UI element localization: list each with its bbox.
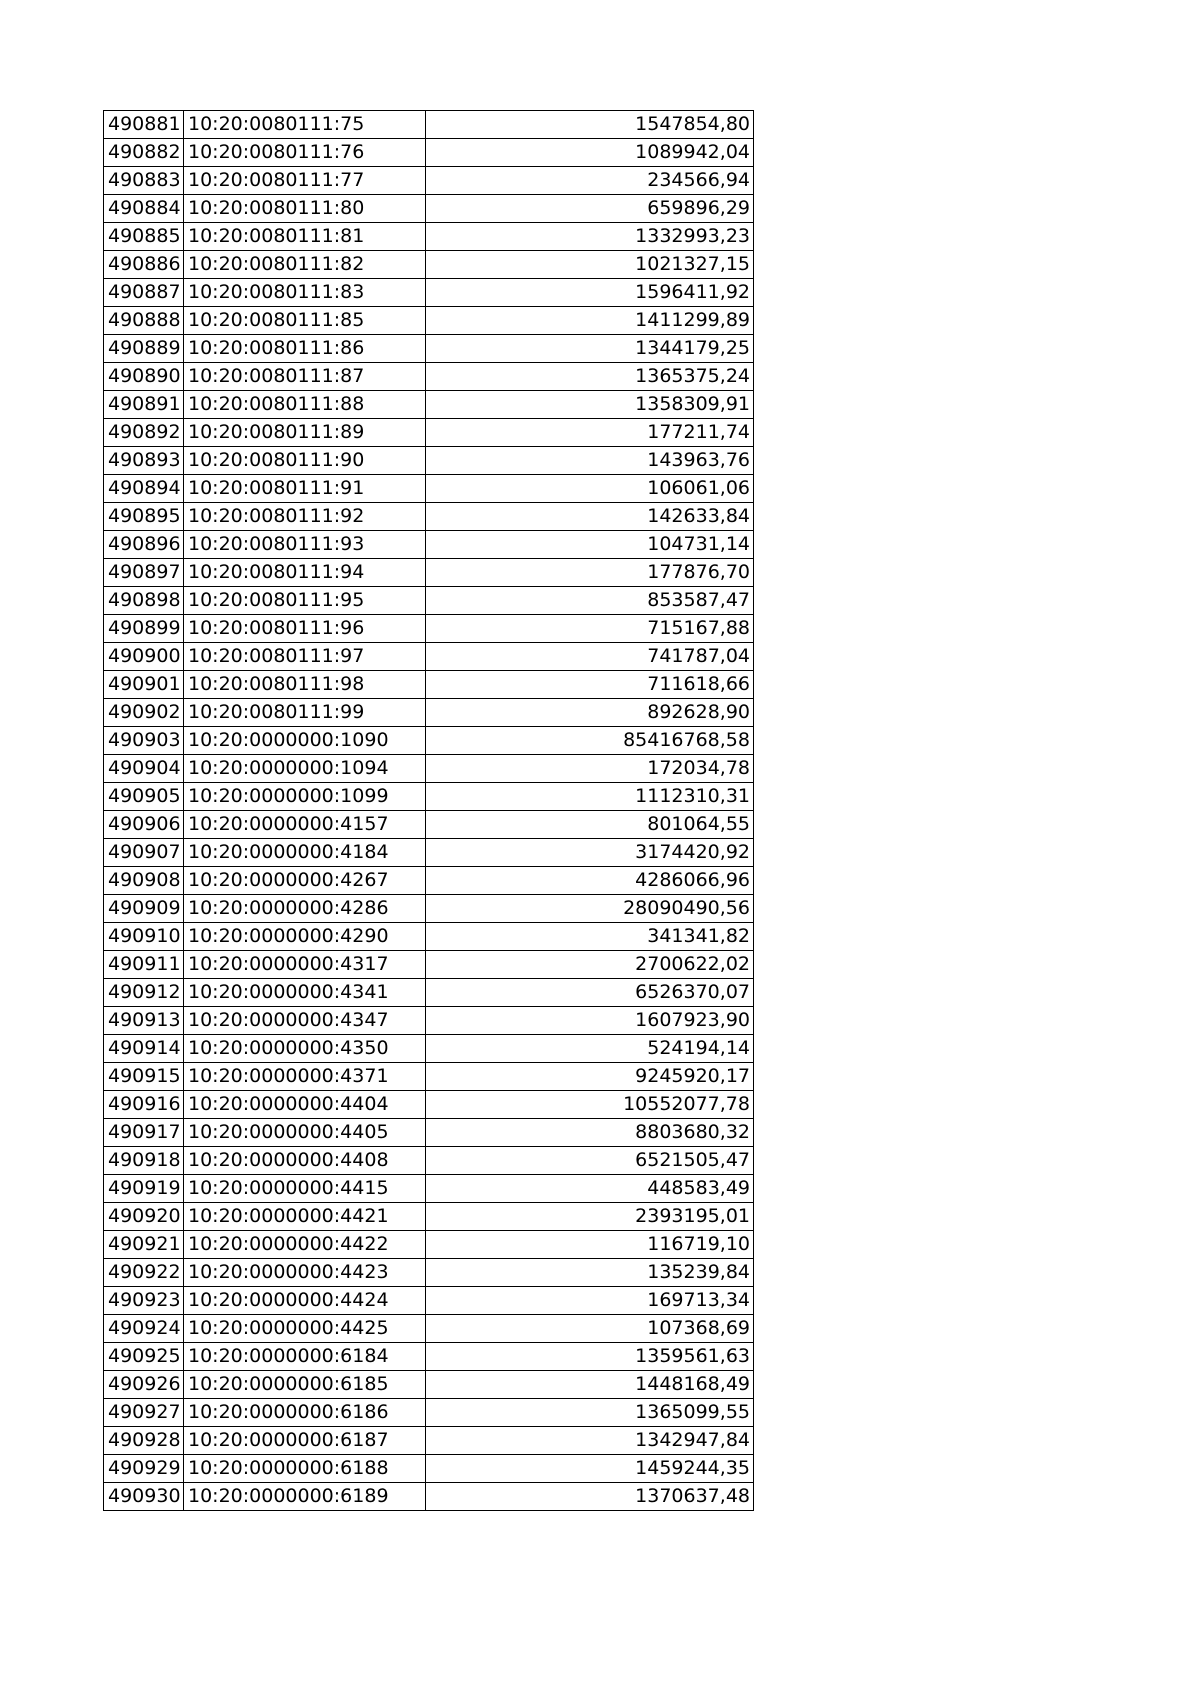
value-cell: 659896,29 bbox=[426, 195, 754, 223]
cadastral-number-cell: 10:20:0000000:6186 bbox=[184, 1399, 426, 1427]
table-row bbox=[104, 1231, 754, 1259]
table-row bbox=[104, 223, 754, 251]
value-cell: 1448168,49 bbox=[426, 1371, 754, 1399]
table-row bbox=[104, 1287, 754, 1315]
row-number-cell: 490915 bbox=[104, 1063, 184, 1091]
row-number-cell: 490894 bbox=[104, 475, 184, 503]
table-row bbox=[104, 1343, 754, 1371]
table-row bbox=[104, 587, 754, 615]
row-number-cell: 490907 bbox=[104, 839, 184, 867]
cadastral-number-cell: 10:20:0000000:4286 bbox=[184, 895, 426, 923]
table-row bbox=[104, 559, 754, 587]
row-number-cell: 490908 bbox=[104, 867, 184, 895]
cadastral-number-cell: 10:20:0080111:75 bbox=[184, 111, 426, 139]
row-number-cell: 490925 bbox=[104, 1343, 184, 1371]
table-row bbox=[104, 699, 754, 727]
row-number-cell: 490900 bbox=[104, 643, 184, 671]
table-row bbox=[104, 139, 754, 167]
table-row bbox=[104, 279, 754, 307]
value-cell: 1370637,48 bbox=[426, 1483, 754, 1511]
value-cell: 142633,84 bbox=[426, 503, 754, 531]
row-number-cell: 490921 bbox=[104, 1231, 184, 1259]
table-row bbox=[104, 1315, 754, 1343]
value-cell: 107368,69 bbox=[426, 1315, 754, 1343]
cadastral-number-cell: 10:20:0000000:4290 bbox=[184, 923, 426, 951]
value-cell: 135239,84 bbox=[426, 1259, 754, 1287]
value-cell: 1365375,24 bbox=[426, 363, 754, 391]
row-number-cell: 490890 bbox=[104, 363, 184, 391]
value-cell: 1089942,04 bbox=[426, 139, 754, 167]
table-row bbox=[104, 1455, 754, 1483]
row-number-cell: 490906 bbox=[104, 811, 184, 839]
cadastral-number-cell: 10:20:0080111:77 bbox=[184, 167, 426, 195]
row-number-cell: 490912 bbox=[104, 979, 184, 1007]
cadastral-number-cell: 10:20:0080111:93 bbox=[184, 531, 426, 559]
value-cell: 8803680,32 bbox=[426, 1119, 754, 1147]
cadastral-number-cell: 10:20:0080111:86 bbox=[184, 335, 426, 363]
value-cell: 28090490,56 bbox=[426, 895, 754, 923]
table-row bbox=[104, 643, 754, 671]
table-row bbox=[104, 839, 754, 867]
row-number-cell: 490886 bbox=[104, 251, 184, 279]
cadastral-number-cell: 10:20:0000000:6187 bbox=[184, 1427, 426, 1455]
cadastral-number-cell: 10:20:0000000:4415 bbox=[184, 1175, 426, 1203]
cadastral-number-cell: 10:20:0000000:4350 bbox=[184, 1035, 426, 1063]
table-row bbox=[104, 615, 754, 643]
table-row bbox=[104, 1399, 754, 1427]
value-cell: 1411299,89 bbox=[426, 307, 754, 335]
row-number-cell: 490905 bbox=[104, 783, 184, 811]
row-number-cell: 490930 bbox=[104, 1483, 184, 1511]
value-cell: 10552077,78 bbox=[426, 1091, 754, 1119]
value-cell: 1021327,15 bbox=[426, 251, 754, 279]
value-cell: 172034,78 bbox=[426, 755, 754, 783]
table-row bbox=[104, 811, 754, 839]
table-row bbox=[104, 1063, 754, 1091]
value-cell: 104731,14 bbox=[426, 531, 754, 559]
table-row bbox=[104, 755, 754, 783]
cadastral-number-cell: 10:20:0080111:82 bbox=[184, 251, 426, 279]
value-cell: 711618,66 bbox=[426, 671, 754, 699]
cadastral-number-cell: 10:20:0000000:4421 bbox=[184, 1203, 426, 1231]
value-cell: 524194,14 bbox=[426, 1035, 754, 1063]
value-cell: 892628,90 bbox=[426, 699, 754, 727]
value-cell: 2393195,01 bbox=[426, 1203, 754, 1231]
table-body bbox=[104, 111, 754, 1511]
cadastral-number-cell: 10:20:0000000:6185 bbox=[184, 1371, 426, 1399]
row-number-cell: 490913 bbox=[104, 1007, 184, 1035]
cadastral-number-cell: 10:20:0000000:4405 bbox=[184, 1119, 426, 1147]
row-number-cell: 490904 bbox=[104, 755, 184, 783]
value-cell: 116719,10 bbox=[426, 1231, 754, 1259]
cadastral-number-cell: 10:20:0000000:4425 bbox=[184, 1315, 426, 1343]
row-number-cell: 490899 bbox=[104, 615, 184, 643]
table-row bbox=[104, 1035, 754, 1063]
value-cell: 715167,88 bbox=[426, 615, 754, 643]
value-cell: 448583,49 bbox=[426, 1175, 754, 1203]
table-row bbox=[104, 167, 754, 195]
cadastral-number-cell: 10:20:0080111:94 bbox=[184, 559, 426, 587]
cadastral-number-cell: 10:20:0000000:4267 bbox=[184, 867, 426, 895]
cadastral-number-cell: 10:20:0080111:80 bbox=[184, 195, 426, 223]
row-number-cell: 490909 bbox=[104, 895, 184, 923]
cadastral-number-cell: 10:20:0080111:91 bbox=[184, 475, 426, 503]
value-cell: 853587,47 bbox=[426, 587, 754, 615]
value-cell: 1342947,84 bbox=[426, 1427, 754, 1455]
table-row bbox=[104, 1007, 754, 1035]
cadastral-number-cell: 10:20:0000000:4157 bbox=[184, 811, 426, 839]
value-cell: 85416768,58 bbox=[426, 727, 754, 755]
table-row bbox=[104, 895, 754, 923]
cadastral-number-cell: 10:20:0080111:89 bbox=[184, 419, 426, 447]
row-number-cell: 490892 bbox=[104, 419, 184, 447]
table-row bbox=[104, 419, 754, 447]
row-number-cell: 490916 bbox=[104, 1091, 184, 1119]
row-number-cell: 490918 bbox=[104, 1147, 184, 1175]
value-cell: 4286066,96 bbox=[426, 867, 754, 895]
value-cell: 1358309,91 bbox=[426, 391, 754, 419]
row-number-cell: 490891 bbox=[104, 391, 184, 419]
value-cell: 106061,06 bbox=[426, 475, 754, 503]
table-row bbox=[104, 923, 754, 951]
row-number-cell: 490897 bbox=[104, 559, 184, 587]
cadastral-number-cell: 10:20:0000000:4422 bbox=[184, 1231, 426, 1259]
value-cell: 169713,34 bbox=[426, 1287, 754, 1315]
cadastral-number-cell: 10:20:0080111:76 bbox=[184, 139, 426, 167]
cadastral-number-cell: 10:20:0080111:87 bbox=[184, 363, 426, 391]
data-table bbox=[103, 110, 754, 1511]
table-row bbox=[104, 251, 754, 279]
row-number-cell: 490920 bbox=[104, 1203, 184, 1231]
row-number-cell: 490895 bbox=[104, 503, 184, 531]
cadastral-number-cell: 10:20:0000000:1094 bbox=[184, 755, 426, 783]
cadastral-number-cell: 10:20:0000000:4184 bbox=[184, 839, 426, 867]
row-number-cell: 490927 bbox=[104, 1399, 184, 1427]
row-number-cell: 490896 bbox=[104, 531, 184, 559]
value-cell: 143963,76 bbox=[426, 447, 754, 475]
value-cell: 6521505,47 bbox=[426, 1147, 754, 1175]
value-cell: 177876,70 bbox=[426, 559, 754, 587]
cadastral-number-cell: 10:20:0080111:90 bbox=[184, 447, 426, 475]
value-cell: 234566,94 bbox=[426, 167, 754, 195]
row-number-cell: 490917 bbox=[104, 1119, 184, 1147]
table-row bbox=[104, 307, 754, 335]
value-cell: 341341,82 bbox=[426, 923, 754, 951]
table-row bbox=[104, 783, 754, 811]
table-row bbox=[104, 391, 754, 419]
value-cell: 1547854,80 bbox=[426, 111, 754, 139]
value-cell: 1344179,25 bbox=[426, 335, 754, 363]
value-cell: 1112310,31 bbox=[426, 783, 754, 811]
table-row bbox=[104, 979, 754, 1007]
row-number-cell: 490924 bbox=[104, 1315, 184, 1343]
value-cell: 1607923,90 bbox=[426, 1007, 754, 1035]
cadastral-number-cell: 10:20:0080111:95 bbox=[184, 587, 426, 615]
table-row bbox=[104, 1203, 754, 1231]
row-number-cell: 490885 bbox=[104, 223, 184, 251]
cadastral-number-cell: 10:20:0080111:83 bbox=[184, 279, 426, 307]
table-row bbox=[104, 1119, 754, 1147]
row-number-cell: 490884 bbox=[104, 195, 184, 223]
cadastral-number-cell: 10:20:0080111:98 bbox=[184, 671, 426, 699]
value-cell: 9245920,17 bbox=[426, 1063, 754, 1091]
cadastral-number-cell: 10:20:0080111:92 bbox=[184, 503, 426, 531]
row-number-cell: 490922 bbox=[104, 1259, 184, 1287]
row-number-cell: 490901 bbox=[104, 671, 184, 699]
value-cell: 3174420,92 bbox=[426, 839, 754, 867]
value-cell: 1596411,92 bbox=[426, 279, 754, 307]
value-cell: 2700622,02 bbox=[426, 951, 754, 979]
row-number-cell: 490929 bbox=[104, 1455, 184, 1483]
cadastral-number-cell: 10:20:0000000:4408 bbox=[184, 1147, 426, 1175]
table-row bbox=[104, 1371, 754, 1399]
table-row bbox=[104, 727, 754, 755]
row-number-cell: 490882 bbox=[104, 139, 184, 167]
value-cell: 1365099,55 bbox=[426, 1399, 754, 1427]
table-row bbox=[104, 1483, 754, 1511]
table-row bbox=[104, 503, 754, 531]
row-number-cell: 490923 bbox=[104, 1287, 184, 1315]
row-number-cell: 490888 bbox=[104, 307, 184, 335]
table-row bbox=[104, 951, 754, 979]
cadastral-number-cell: 10:20:0000000:4347 bbox=[184, 1007, 426, 1035]
value-cell: 177211,74 bbox=[426, 419, 754, 447]
value-cell: 6526370,07 bbox=[426, 979, 754, 1007]
cadastral-number-cell: 10:20:0000000:4371 bbox=[184, 1063, 426, 1091]
row-number-cell: 490881 bbox=[104, 111, 184, 139]
cadastral-number-cell: 10:20:0080111:96 bbox=[184, 615, 426, 643]
value-cell: 1359561,63 bbox=[426, 1343, 754, 1371]
table-row bbox=[104, 1427, 754, 1455]
row-number-cell: 490911 bbox=[104, 951, 184, 979]
cadastral-number-cell: 10:20:0080111:88 bbox=[184, 391, 426, 419]
cadastral-number-cell: 10:20:0000000:4423 bbox=[184, 1259, 426, 1287]
value-cell: 741787,04 bbox=[426, 643, 754, 671]
table-row bbox=[104, 671, 754, 699]
row-number-cell: 490914 bbox=[104, 1035, 184, 1063]
cadastral-number-cell: 10:20:0000000:1090 bbox=[184, 727, 426, 755]
cadastral-number-cell: 10:20:0080111:97 bbox=[184, 643, 426, 671]
value-cell: 1459244,35 bbox=[426, 1455, 754, 1483]
table-row bbox=[104, 335, 754, 363]
table-row bbox=[104, 195, 754, 223]
row-number-cell: 490902 bbox=[104, 699, 184, 727]
cadastral-number-cell: 10:20:0000000:6188 bbox=[184, 1455, 426, 1483]
cadastral-number-cell: 10:20:0000000:4341 bbox=[184, 979, 426, 1007]
row-number-cell: 490889 bbox=[104, 335, 184, 363]
row-number-cell: 490893 bbox=[104, 447, 184, 475]
cadastral-number-cell: 10:20:0080111:99 bbox=[184, 699, 426, 727]
value-cell: 801064,55 bbox=[426, 811, 754, 839]
row-number-cell: 490887 bbox=[104, 279, 184, 307]
table-row bbox=[104, 475, 754, 503]
row-number-cell: 490883 bbox=[104, 167, 184, 195]
row-number-cell: 490919 bbox=[104, 1175, 184, 1203]
cadastral-number-cell: 10:20:0000000:1099 bbox=[184, 783, 426, 811]
table-row bbox=[104, 1091, 754, 1119]
row-number-cell: 490926 bbox=[104, 1371, 184, 1399]
table-row bbox=[104, 531, 754, 559]
cadastral-number-cell: 10:20:0080111:81 bbox=[184, 223, 426, 251]
table-row bbox=[104, 867, 754, 895]
row-number-cell: 490903 bbox=[104, 727, 184, 755]
cadastral-number-cell: 10:20:0000000:4424 bbox=[184, 1287, 426, 1315]
cadastral-number-cell: 10:20:0000000:4317 bbox=[184, 951, 426, 979]
row-number-cell: 490898 bbox=[104, 587, 184, 615]
table-row bbox=[104, 1175, 754, 1203]
cadastral-number-cell: 10:20:0080111:85 bbox=[184, 307, 426, 335]
table-row bbox=[104, 1147, 754, 1175]
cadastral-number-cell: 10:20:0000000:6184 bbox=[184, 1343, 426, 1371]
table-row bbox=[104, 1259, 754, 1287]
table-row bbox=[104, 111, 754, 139]
row-number-cell: 490928 bbox=[104, 1427, 184, 1455]
cadastral-number-cell: 10:20:0000000:6189 bbox=[184, 1483, 426, 1511]
table-row bbox=[104, 363, 754, 391]
value-cell: 1332993,23 bbox=[426, 223, 754, 251]
cadastral-number-cell: 10:20:0000000:4404 bbox=[184, 1091, 426, 1119]
row-number-cell: 490910 bbox=[104, 923, 184, 951]
table-row bbox=[104, 447, 754, 475]
